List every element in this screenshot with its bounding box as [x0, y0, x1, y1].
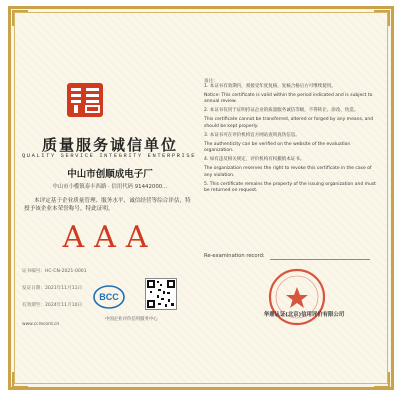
qr-code-icon	[145, 278, 177, 310]
grade-rating: AAA	[62, 220, 158, 255]
notice-paragraph: 2. 本证书仅用于证明持证企业的质量服务诚信等级，不得转让、涂改、伪造。	[204, 108, 359, 114]
emblem-logo-icon	[66, 82, 104, 118]
notice-paragraph: This certificate cannot be transferred, altered or forged by any means, and should be kept properly.	[204, 117, 374, 129]
expiry-date: 有效期至：2024年11月10日	[22, 303, 83, 308]
corner-ornament	[12, 372, 28, 388]
corner-ornament	[12, 10, 28, 26]
certificate-title-english: QUALITY SERVICE INTEGRITY ENTERPRISE	[21, 153, 197, 159]
notice-paragraph: Notice: This certificate is valid within the period indicated and is subject to annual review.	[204, 93, 373, 105]
remark-label: 备注:	[204, 79, 215, 84]
bcc-label: BCC	[99, 292, 119, 302]
notice-paragraph: 4. 如有违反相关规定，评价机构有权撤销本证书。	[204, 157, 305, 163]
company-name: 中山市创顺成电子厂	[67, 169, 153, 180]
corner-ornament	[374, 372, 390, 388]
corner-ornament	[374, 10, 390, 26]
certificate-number: 证书编号：HC-CN-2021-0001	[22, 269, 87, 274]
issuer-organization: 华鼎认证(北京)信用评价有限公司	[263, 312, 345, 318]
issuer-left-caption: 中国企业评价信用服务中心	[105, 317, 158, 322]
notice-paragraph: 1. 本证书有效期内，须接受年度复核，复核合格后方可继续使用。	[204, 84, 336, 89]
notice-paragraphs	[204, 84, 376, 197]
notice-paragraph: The authenticity can be verified on the website of the evaluation organization.	[204, 141, 351, 154]
company-code-line: 中山市小榄镇泰丰西路 · 信用代码 91442000…	[52, 184, 168, 190]
bcc-logo-icon	[92, 283, 126, 311]
website-url: www.ccrecord.cn	[22, 322, 60, 327]
reexamination-line	[270, 259, 370, 260]
certificate-body-text: 本评定基于企业质量管理、服务水平、诚信经营等综合评估，特授予该企业本荣誉称号，特此证明。	[24, 198, 191, 213]
reexamination-label: Re-examination record:	[204, 253, 265, 259]
notice-paragraph: 5. This certificate remains the property of the issuing organization and must be returned on request.	[204, 181, 376, 194]
issue-date: 发证日期：2021年11月11日	[22, 286, 83, 291]
notice-paragraph: 3. 本证书可在评价机构官方网站查询真伪信息。	[204, 132, 300, 138]
notice-paragraph: The organization reserves the right to revoke this certificate in the case of any violation.	[204, 166, 372, 178]
certificate-title: 质量服务诚信单位	[41, 136, 178, 154]
